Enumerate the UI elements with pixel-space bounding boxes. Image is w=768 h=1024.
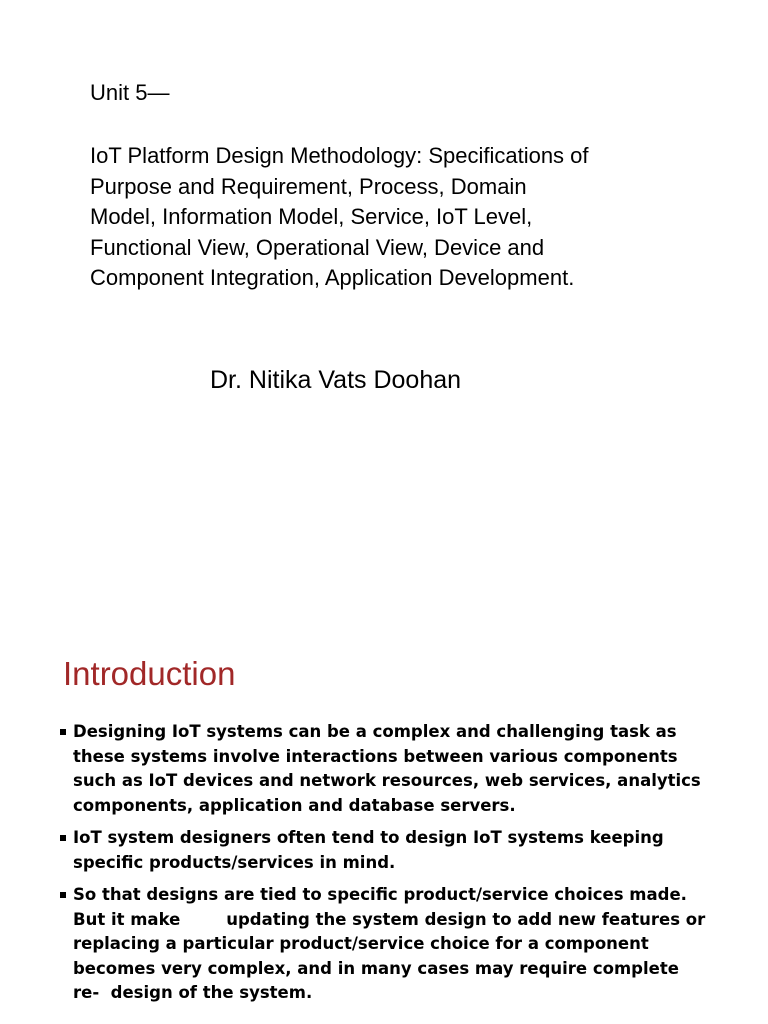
- slide-title: Introduction: [63, 655, 236, 692]
- bullet-line: such as IoT devices and network resources, web services, analytics: [73, 771, 701, 790]
- bullet-line: specific products/services in mind.: [73, 852, 396, 872]
- syllabus-text: [90, 141, 690, 294]
- bullet-line: these systems involve interactions between various components: [73, 746, 678, 766]
- syllabus-line: Model, Information Model, Service, IoT Level,: [90, 204, 533, 229]
- syllabus-line: IoT Platform Design Methodology: Specifications of: [90, 143, 589, 168]
- bullet-line: components, application and database servers.: [73, 795, 516, 815]
- bullet-list: [58, 720, 748, 1014]
- syllabus-line: Functional View, Operational View, Device and: [90, 234, 545, 260]
- bullet-item: [58, 826, 748, 875]
- syllabus-line: Component Integration, Application Development.: [90, 265, 575, 290]
- bullet-line: re- design of the system.: [73, 983, 313, 1002]
- bullet-line: IoT system designers often tend to design IoT systems keeping: [73, 828, 664, 847]
- bullet-item: [58, 883, 748, 1006]
- unit-heading: Unit 5—: [90, 80, 170, 105]
- square-bullet-icon: [60, 729, 66, 735]
- square-bullet-icon: [60, 835, 66, 841]
- square-bullet-icon: [60, 892, 66, 898]
- author-name: Dr. Nitika Vats Doohan: [210, 366, 462, 394]
- bullet-line: Designing IoT systems can be a complex and challenging task as: [73, 722, 677, 741]
- bullet-line: becomes very complex, and in many cases may require complete: [73, 958, 679, 978]
- bullet-line: So that designs are tied to specific product/service choices made.: [73, 885, 687, 904]
- bullet-line: But it make updating the system design to add new features or: [73, 909, 706, 929]
- syllabus-line: Purpose and Requirement, Process, Domain: [90, 173, 527, 199]
- bullet-line: replacing a particular product/service choice for a component: [73, 934, 649, 953]
- bullet-item: [58, 720, 748, 818]
